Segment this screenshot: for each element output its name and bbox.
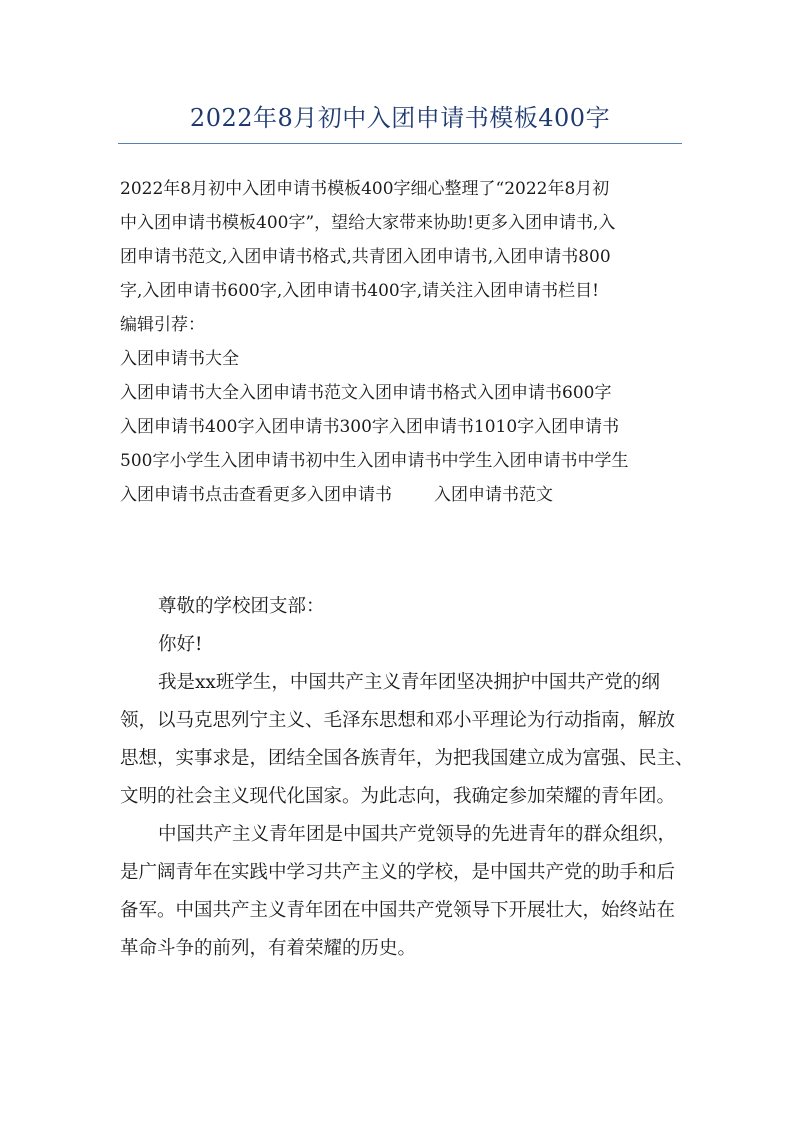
link-line[interactable]: 500字小学生入团申请书初中生入团申请书中学生入团申请书中学生 (120, 451, 629, 471)
greeting: 你好! (158, 634, 203, 655)
letter-body (120, 588, 694, 968)
link-line[interactable]: 入团申请书大全入团申请书范文入团申请书格式入团申请书600字 (120, 383, 612, 403)
link-line[interactable]: 入团申请书400字入团申请书300字入团申请书1010字入团申请书 (120, 417, 620, 437)
section-heading: 入团申请书大全 (120, 349, 239, 369)
editor-note: 编辑引荐： (120, 315, 205, 335)
document-title: 2022年8月初中入团申请书模板400字 (189, 104, 611, 132)
title-divider (118, 143, 682, 144)
more-link[interactable]: 入团申请书点击查看更多入团申请书 (120, 485, 392, 505)
paragraph-line: 我是xx班学生，中国共产主义青年团坚决拥护中国共产党的纲 (158, 672, 660, 693)
paragraph-line: 备军。中国共产主义青年团在中国共产党领导下开展壮大，始终站在 (120, 900, 676, 921)
paragraph-line: 是广阔青年在实践中学习共产主义的学校，是中国共产党的助手和后 (120, 862, 676, 883)
salutation: 尊敬的学校团支部： (158, 596, 325, 617)
link-line-last (120, 478, 690, 512)
paragraph-line: 文明的社会主义现代化国家。为此志向，我确定参加荣耀的青年团。 (120, 786, 676, 807)
paragraph-line: 革命斗争的前列，有着荣耀的历史。 (120, 938, 417, 959)
intro-line: 团申请书范文,入团申请书格式,共青团入团申请书,入团申请书800 (120, 247, 611, 267)
paragraph-line: 思想，实事求是，团结全国各族青年，为把我国建立成为富强、民主、 (120, 748, 694, 769)
intro-block (120, 172, 690, 512)
intro-line: 字,入团申请书600字,入团申请书400字,请关注入团申请书栏目! (120, 281, 599, 301)
intro-line: 2022年8月初中入团申请书模板400字细心整理了“2022年8月初 (120, 179, 610, 199)
paragraph-line: 领，以马克思列宁主义、毛泽东思想和邓小平理论为行动指南，解放 (120, 710, 676, 731)
intro-line: 中入团申请书模板400字”，望给大家带来协助!更多入团申请书,入 (120, 213, 616, 233)
paragraph-line: 中国共产主义青年团是中国共产党领导的先进青年的群众组织， (158, 824, 677, 845)
sample-link[interactable]: 入团申请书范文 (434, 485, 553, 505)
